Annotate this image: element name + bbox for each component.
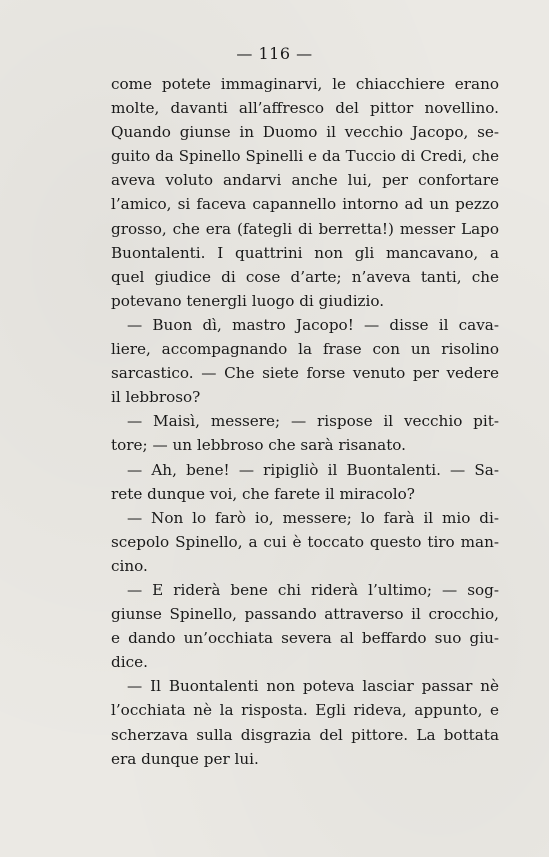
text-line: giunse Spinello, passando attraverso il crocchio, — [111, 605, 499, 624]
text-line: Quando giunse in Duomo il vecchio Jacopo, se- — [111, 123, 499, 142]
text-line: — Maisì, messere; — rispose il vecchio pit- — [127, 412, 499, 431]
text-line: — Buon dì, mastro Jacopo! — disse il cava- — [127, 315, 499, 334]
text-line: e dando un’occhiata severa al beffardo suo giu- — [111, 629, 499, 648]
text-line: sarcastico. — Che siete forse venuto per vedere — [111, 364, 499, 383]
text-line: l’amico, si faceva capannello intorno ad un pezzo — [111, 195, 499, 214]
text-line: liere, accompagnando la frase con un risolino — [111, 340, 499, 359]
text-line: rete dunque voi, che farete il miracolo? — [111, 484, 415, 503]
text-line: scepolo Spinello, a cui è toccato questo tiro man- — [111, 532, 499, 551]
page-number: — 116 — — [236, 44, 313, 63]
text-line: tore; — un lebbroso che sarà risanato. — [111, 436, 407, 455]
text-line: l’occhiata nè la risposta. Egli rideva, appunto, e — [111, 701, 499, 720]
text-line: — Ah, bene! — ripigliò il Buontalenti. — Sa- — [127, 460, 499, 479]
text-line: molte, davanti all’affresco del pittor novellino. — [111, 99, 499, 118]
text-line: — E riderà bene chi riderà l’ultimo; — sog- — [127, 580, 499, 599]
text-line: era dunque per lui. — [111, 749, 259, 768]
text-line: guito da Spinello Spinelli e da Tuccio di Credi, che — [111, 147, 499, 166]
body-text — [111, 72, 499, 771]
text-line: potevano tenergli luogo di giudizio. — [111, 291, 385, 310]
text-line: come potete immaginarvi, le chiacchiere erano — [111, 75, 499, 93]
text-line: dice. — [111, 653, 148, 672]
text-line: — Il Buontalenti non poteva lasciar passar nè — [127, 677, 499, 696]
text-line: quel giudice di cose d’arte; n’aveva tanti, che — [111, 267, 499, 286]
text-line: aveva voluto andarvi anche lui, per confortare — [111, 171, 499, 190]
text-line: scherzava sulla disgrazia del pittore. La bottata — [111, 725, 499, 744]
text-line: Buontalenti. I quattrini non gli mancavano, a — [111, 243, 499, 262]
text-line: cino. — [111, 556, 148, 575]
text-line: — Non lo farò io, messere; lo farà il mio di- — [127, 508, 499, 527]
text-line: il lebbroso? — [111, 388, 201, 407]
text-line: grosso, che era (fategli di berretta!) messer Lapo — [111, 219, 499, 238]
